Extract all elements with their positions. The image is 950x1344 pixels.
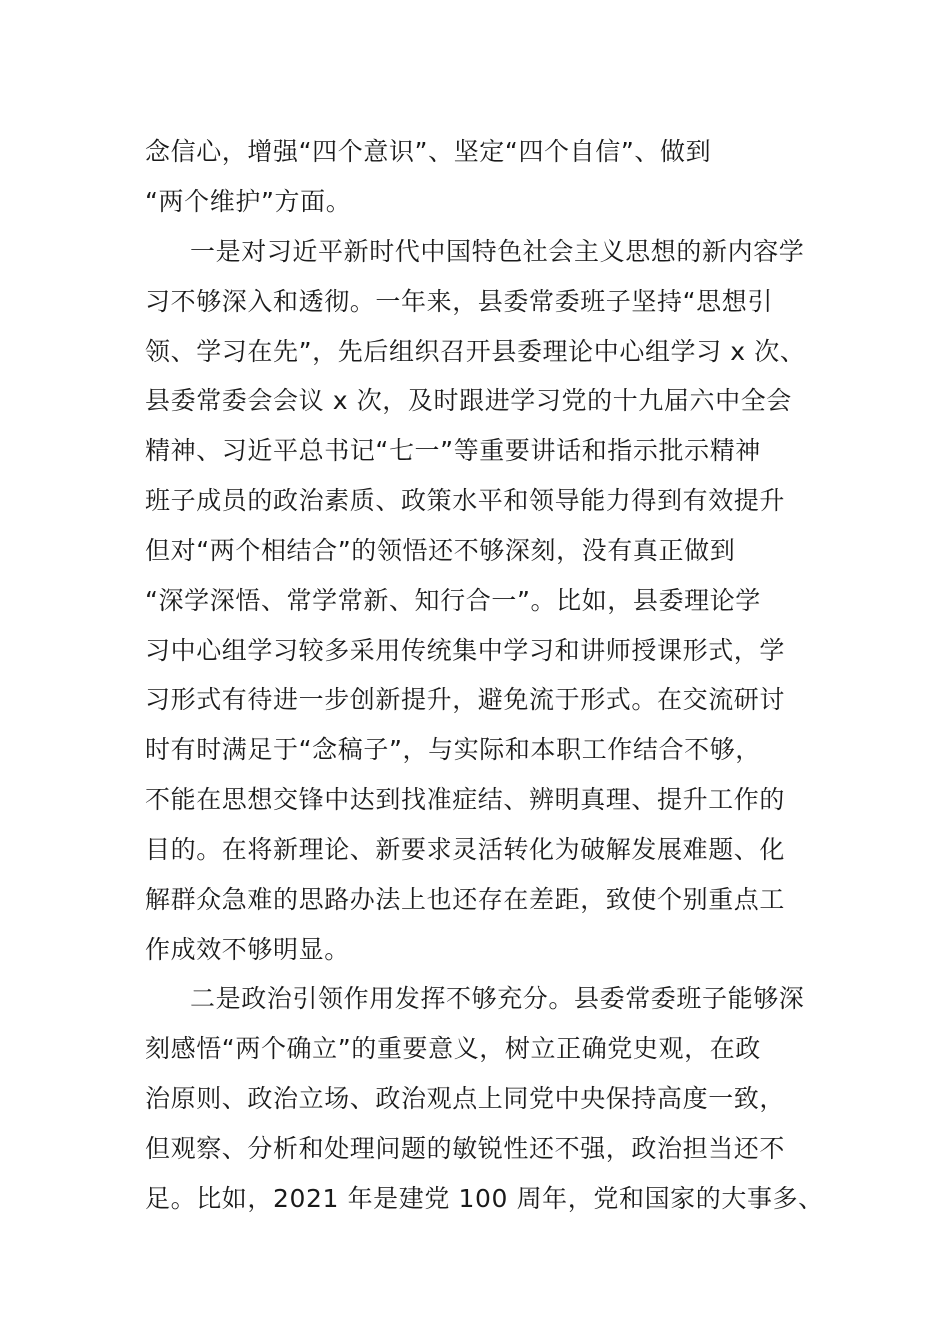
text-line: 足。比如，2021 年是建党 100 周年，党和国家的大事多、 [145,1184,824,1213]
text-line: 习形式有待进一步创新提升，避免流于形式。在交流研讨 [145,685,786,714]
text-line: 不能在思想交锋中达到找准症结、辨明真理、提升工作的 [145,785,786,814]
text-line: 习中心组学习较多采用传统集中学习和讲师授课形式，学 [145,636,786,665]
text-line: 县委常委会会议 x 次，及时跟进学习党的十九届六中全会 [145,386,792,415]
text-line: 但对“两个相结合”的领悟还不够深刻，没有真正做到 [145,536,736,565]
text-line: 但观察、分析和处理问题的敏锐性还不强，政治担当还不 [145,1134,786,1163]
text-line: 念信心，增强“四个意识”、坚定“四个自信”、做到 [145,137,712,166]
text-line: 班子成员的政治素质、政策水平和领导能力得到有效提升 [145,486,786,515]
paragraph-start-line: 二是政治引领作用发挥不够充分。县委常委班子能够深 [190,984,805,1013]
text-line: “两个维护”方面。 [145,187,352,216]
text-line: 刻感悟“两个确立”的重要意义，树立正确党史观，在政 [145,1034,761,1063]
text-line: 解群众急难的思路办法上也还存在差距，致使个别重点工 [145,885,786,914]
text-line: 目的。在将新理论、新要求灵活转化为破解发展难题、化 [145,835,786,864]
text-line: 时有时满足于“念稿子”，与实际和本职工作结合不够， [145,735,761,764]
paragraph-start-line: 一是对习近平新时代中国特色社会主义思想的新内容学 [190,237,805,266]
text-line: 作成效不够明显。 [145,935,350,964]
text-line: 习不够深入和透彻。一年来，县委常委班子坚持“思想引 [145,287,773,316]
text-line: “深学深悟、常学常新、知行合一”。比如，县委理论学 [145,586,761,615]
text-line: 精神、习近平总书记“七一”等重要讲话和指示批示精神 [145,436,761,465]
text-line: 领、学习在先”，先后组织召开县委理论中心组学习 x 次、 [145,337,806,366]
text-line: 治原则、政治立场、政治观点上同党中央保持高度一致， [145,1084,786,1113]
